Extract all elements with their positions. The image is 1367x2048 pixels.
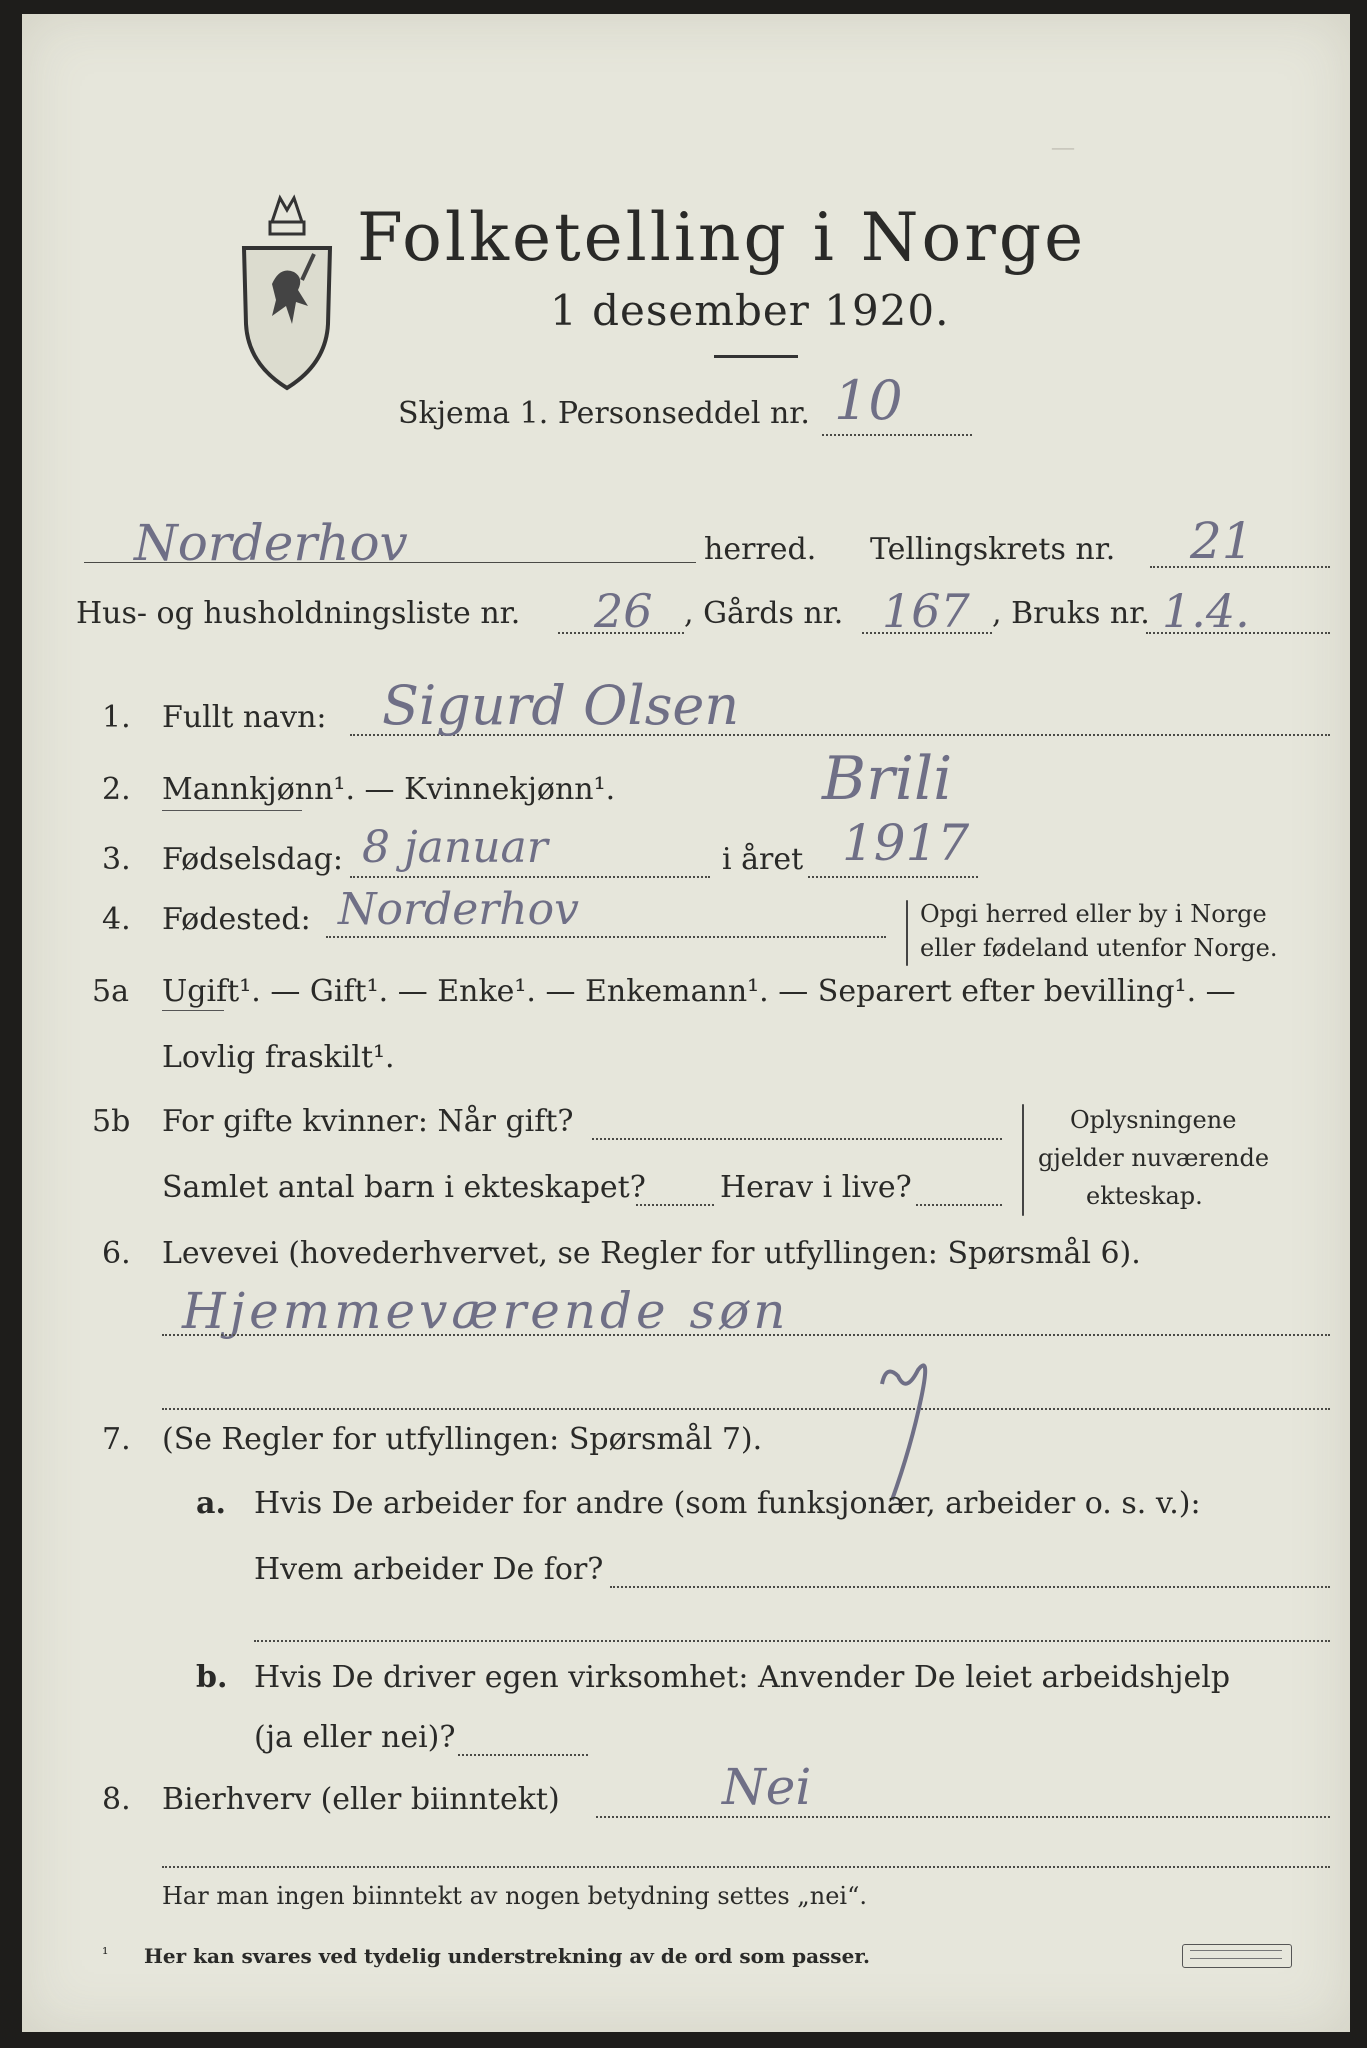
q7b-label2: (ja eller nei)? <box>254 1720 456 1755</box>
q7a-number: a. <box>196 1486 226 1521</box>
q8-line1 <box>596 1816 1330 1818</box>
q2-underline <box>162 810 302 811</box>
q4-brace <box>906 900 908 966</box>
q4-note-line2: eller fødeland utenfor Norge. <box>920 934 1278 962</box>
title-divider <box>714 355 798 358</box>
q6-label: Levevei (hovederhvervet, se Regler for utfyllingen: Spørsmål 6). <box>162 1236 1141 1271</box>
occupation-value[interactable]: Hjemmeværende søn <box>182 1282 790 1340</box>
full-name-value[interactable]: Sigurd Olsen <box>382 674 740 737</box>
q7a-label: Hvis De arbeider for andre (som funksjonær, arbeider o. s. v.): <box>254 1486 1201 1521</box>
bruks-label: , Bruks nr. <box>992 596 1150 631</box>
q5b-label2: Samlet antal barn i ekteskapet? <box>162 1170 646 1205</box>
q5b-note-line2: gjelder nuværende <box>1038 1144 1270 1172</box>
q7a-label2: Hvem arbeider De for? <box>254 1552 604 1587</box>
q6-number: 6. <box>102 1236 131 1271</box>
side-income-value[interactable]: Nei <box>722 1758 812 1816</box>
q3-year-line <box>808 876 978 878</box>
q3-label: Fødselsdag: <box>162 842 343 877</box>
birthplace-value[interactable]: Norderhov <box>338 884 579 935</box>
tellingskrets-label: Tellingskrets nr. <box>870 532 1116 567</box>
herred-label: herred. <box>704 532 817 567</box>
handwritten-check-mark <box>872 1354 952 1504</box>
q7b-line <box>458 1754 588 1756</box>
birth-year-value[interactable]: 1917 <box>842 814 970 872</box>
form-title: Folketelling i Norge <box>357 199 1087 276</box>
q3-number: 3. <box>102 842 131 877</box>
footnote-mark: ¹ <box>102 1944 109 1963</box>
q4-number: 4. <box>102 902 131 937</box>
q8-line2 <box>162 1866 1330 1868</box>
q5a-label: Ugift¹. — Gift¹. — Enke¹. — Enkemann¹. — Separert efter bevilling¹. — <box>162 974 1236 1009</box>
q8-label: Bierhverv (eller biinntekt) <box>162 1782 560 1817</box>
bruks-value[interactable]: 1.4. <box>1162 584 1250 638</box>
printer-stamp-line <box>1190 1958 1282 1959</box>
herred-value[interactable]: Norderhov <box>134 514 408 572</box>
q5b-note-line1: Oplysningene <box>1070 1106 1237 1134</box>
hus-value[interactable]: 26 <box>594 584 653 638</box>
q3-line <box>350 876 710 878</box>
q7b-number: b. <box>196 1660 228 1695</box>
tellingskrets-value[interactable]: 21 <box>1190 512 1254 570</box>
schema-number[interactable]: 10 <box>834 369 903 432</box>
q2-label: Mannkjønn¹. — Kvinnekjønn¹. <box>162 772 616 807</box>
birth-date-value[interactable]: 8 januar <box>362 822 548 873</box>
q5b-children-line <box>636 1204 714 1206</box>
coat-of-arms-icon <box>232 184 342 394</box>
q6-line1 <box>162 1334 1330 1336</box>
q2-number: 2. <box>102 772 131 807</box>
nei-instruction: Har man ingen biinntekt av nogen betydning settes „nei“. <box>162 1882 867 1910</box>
footnote-text: Her kan svares ved tydelig understrekning av de ord som passer. <box>144 1944 870 1968</box>
hus-label: Hus- og husholdningsliste nr. <box>76 596 521 631</box>
gards-value[interactable]: 167 <box>882 584 970 638</box>
q3-year-label: i året <box>722 842 804 877</box>
q5a-underline <box>162 1010 224 1011</box>
q5b-married-line <box>592 1138 1002 1140</box>
gards-label: , Gårds nr. <box>684 596 844 631</box>
q5b-label3: Herav i live? <box>720 1170 912 1205</box>
q5b-brace <box>1022 1104 1024 1216</box>
q4-label: Fødested: <box>162 902 311 937</box>
herred-line <box>84 562 696 563</box>
schema-number-line <box>822 434 972 436</box>
q7a-line2 <box>254 1640 1330 1642</box>
q4-note-line1: Opgi herred eller by i Norge <box>920 900 1267 928</box>
printer-stamp <box>1182 1944 1292 1968</box>
census-form <box>22 14 1350 2032</box>
q7-label: (Se Regler for utfyllingen: Spørsmål 7). <box>162 1422 763 1457</box>
q2-annotation[interactable]: Brili <box>822 744 953 814</box>
q1-number: 1. <box>102 700 131 735</box>
printer-stamp-line <box>1190 1950 1282 1951</box>
form-date: 1 desember 1920. <box>550 286 950 335</box>
q5b-note-line3: ekteskap. <box>1086 1182 1203 1210</box>
q5a-label2: Lovlig fraskilt¹. <box>162 1040 395 1075</box>
q7a-line1 <box>610 1586 1330 1588</box>
q5b-alive-line <box>916 1204 1002 1206</box>
q5a-number: 5a <box>92 974 129 1009</box>
bleed-through-mark: — <box>1052 134 1074 159</box>
schema-label: Skjema 1. Personseddel nr. <box>398 396 810 431</box>
q5b-label: For gifte kvinner: Når gift? <box>162 1104 574 1139</box>
q7b-label: Hvis De driver egen virksomhet: Anvender De leiet arbeidshjelp <box>254 1660 1231 1695</box>
q6-line2 <box>162 1408 1330 1410</box>
q5b-number: 5b <box>92 1104 131 1139</box>
q7-number: 7. <box>102 1422 131 1457</box>
q8-number: 8. <box>102 1782 131 1817</box>
q4-line <box>326 936 886 938</box>
q1-label: Fullt navn: <box>162 700 327 735</box>
